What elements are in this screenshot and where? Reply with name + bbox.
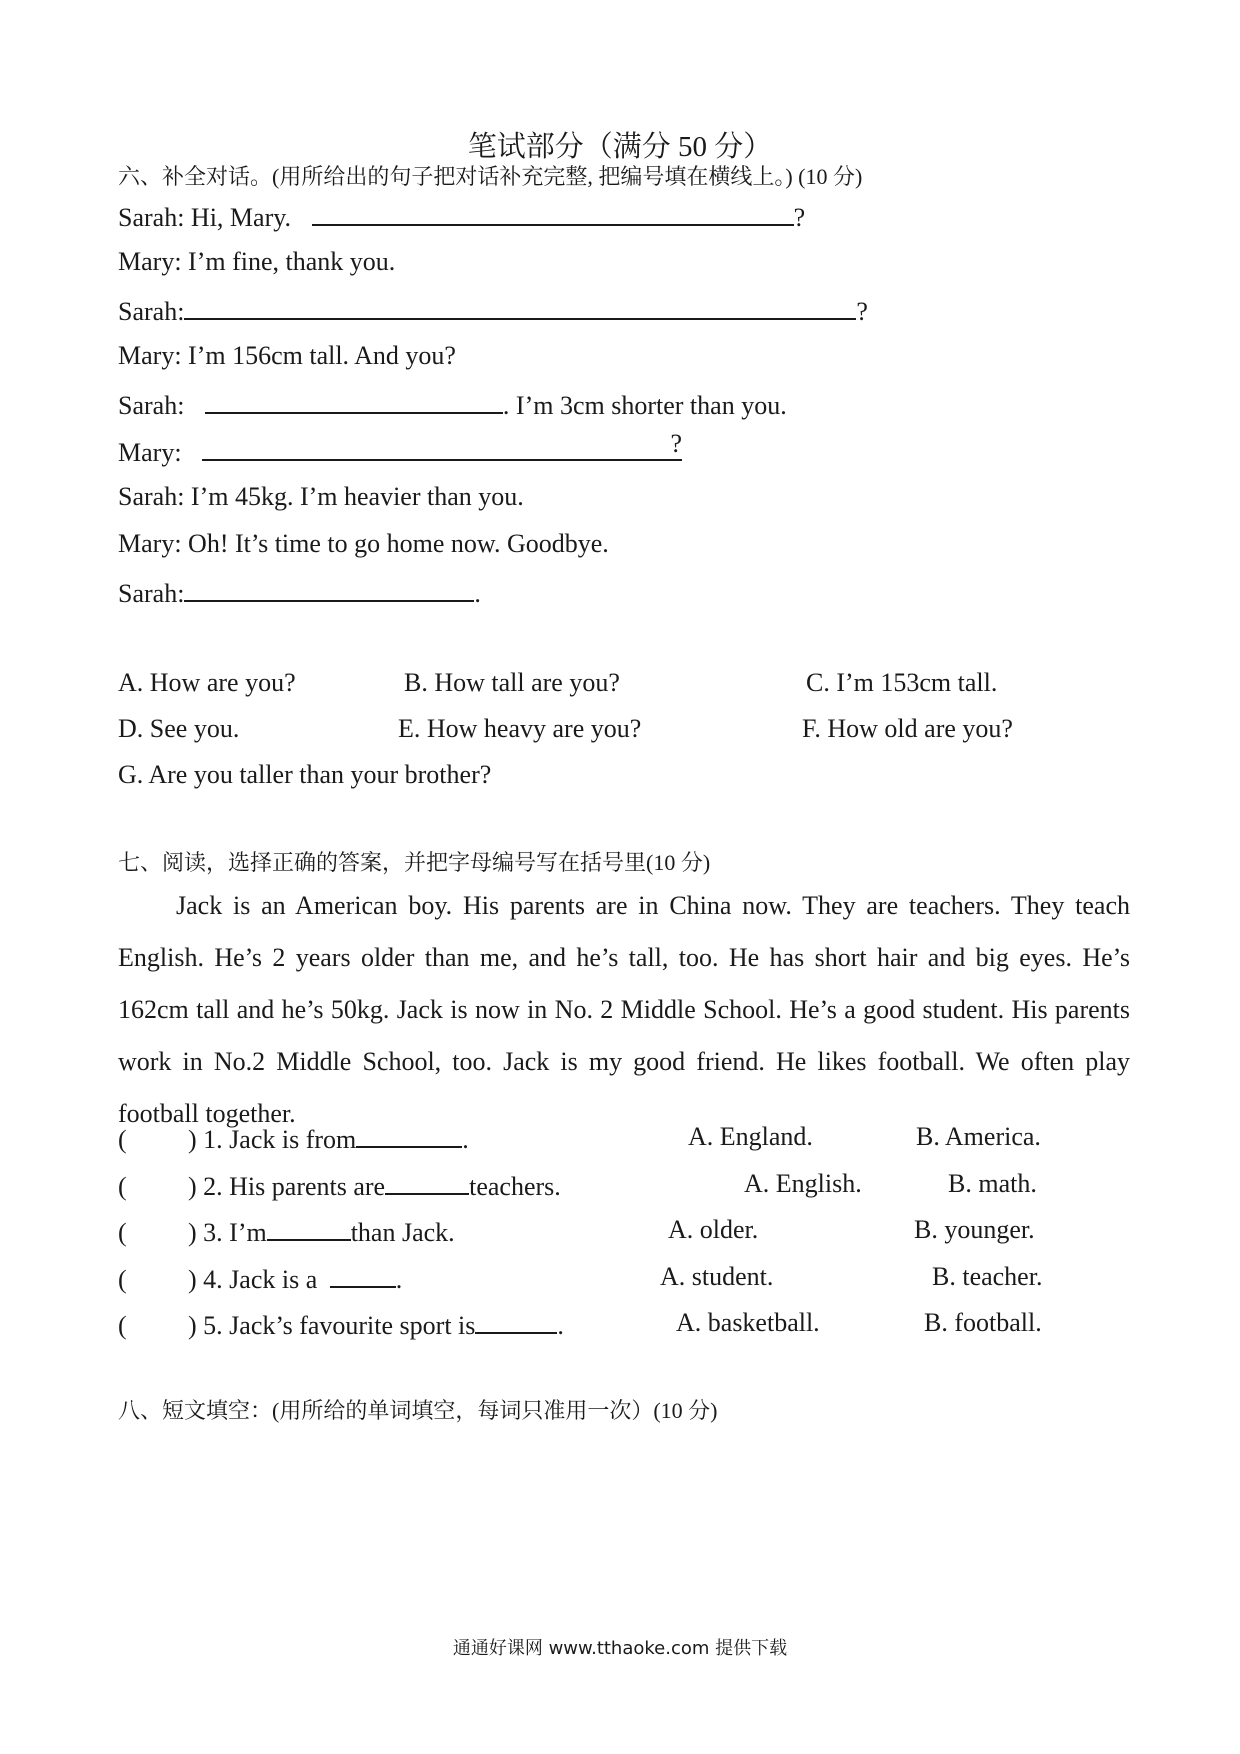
question-text: ) 2. His parents are [188,1172,386,1201]
answer-bracket[interactable]: ( [118,1172,127,1201]
option-c: C. I’m 153cm tall. [806,668,998,697]
question-3 [118,1215,455,1248]
dialogue-text: Sarah: [118,391,185,420]
question-2 [118,1169,561,1202]
answer-bracket[interactable]: ( [118,1265,127,1294]
dialogue-line-7: Sarah: I’m 45kg. I’m heavier than you. [118,482,524,511]
section-7-heading: 七、阅读，选择正确的答案，并把字母编号写在括号里(10 分) [118,850,711,875]
question-text: teachers. [469,1172,561,1201]
dialogue-line-5 [118,388,787,421]
question-2-option-b: B. math. [948,1169,1037,1198]
dialogue-text: ? [670,429,683,458]
option-f: F. How old are you? [802,714,1013,743]
answer-blank[interactable] [202,429,683,461]
answer-blank[interactable] [330,1262,396,1288]
dialogue-text: . I’m 3cm shorter than you. [502,391,787,420]
reading-passage [118,880,1130,1140]
dialogue-text: Sarah: Hi, Mary. [118,203,292,232]
question-text: than Jack. [350,1218,455,1247]
option-a: A. How are you? [118,668,296,697]
question-text: ) 5. Jack’s favourite sport is [188,1311,476,1340]
question-4-option-b: B. teacher. [932,1262,1043,1291]
answer-blank[interactable] [475,1308,557,1334]
dialogue-text: Sarah: [118,579,185,608]
question-3-option-a: A. older. [668,1215,759,1244]
question-text: ) 1. Jack is from [188,1125,357,1154]
dialogue-line-9 [118,576,481,609]
answer-bracket[interactable]: ( [118,1311,127,1340]
dialogue-line-2: Mary: I’m fine, thank you. [118,247,396,276]
passage-text: Jack is an American boy. His parents are in China now. They are teachers. They teach English. He’s 2 years older than me, and he’s tall, too. He has short hair and big eyes. He’s 162cm tall and he’s 50kg. Jack is now in No. 2 Middle School. He’s a good student. His parents work in No.2 Middle School, too. Jack is my good friend. He likes football. We often play football together. [118,891,1130,1128]
answer-blank[interactable] [184,294,856,320]
answer-blank[interactable] [205,388,503,414]
question-text: ) 3. I’m [188,1218,267,1247]
dialogue-text: ? [793,203,806,232]
answer-blank[interactable] [312,200,794,226]
page-footer: 通通好课网 www.tthaoke.com 提供下载 [452,1638,788,1659]
question-text: . [462,1125,469,1154]
dialogue-text: Sarah: [118,297,185,326]
question-2-option-a: A. English. [744,1169,862,1198]
option-b: B. How tall are you? [404,668,620,697]
question-5-option-a: A. basketball. [676,1308,820,1337]
option-g: G. Are you taller than your brother? [118,760,492,789]
page-title: 笔试部分（满分 50 分） [467,131,773,163]
question-1-option-b: B. America. [916,1122,1041,1151]
dialogue-line-1 [118,200,805,233]
answer-blank[interactable] [267,1215,351,1241]
question-text: . [557,1311,564,1340]
section-6-heading: 六、补全对话。(用所给出的句子把对话补充完整, 把编号填在横线上。) (10 分) [118,164,863,189]
dialogue-text: . [474,579,481,608]
dialogue-text: ? [856,297,868,326]
section-8-heading: 八、短文填空：(用所给的单词填空，每词只准用一次）(10 分) [118,1398,718,1423]
option-e: E. How heavy are you? [398,714,642,743]
dialogue-text: Mary: [118,438,182,467]
answer-blank[interactable] [184,576,474,602]
dialogue-line-8: Mary: Oh! It’s time to go home now. Goodbye. [118,529,609,558]
question-4 [118,1262,402,1295]
dialogue-line-3 [118,294,868,327]
question-1-option-a: A. England. [688,1122,813,1151]
question-4-option-a: A. student. [660,1262,774,1291]
question-5-option-b: B. football. [924,1308,1042,1337]
question-1 [118,1122,469,1155]
question-text: ) 4. Jack is a [188,1265,318,1294]
answer-blank[interactable] [356,1122,462,1148]
option-d: D. See you. [118,714,240,743]
question-5 [118,1308,564,1341]
answer-bracket[interactable]: ( [118,1125,127,1154]
question-3-option-b: B. younger. [914,1215,1035,1244]
answer-bracket[interactable]: ( [118,1218,127,1247]
dialogue-line-6 [118,429,683,468]
answer-blank[interactable] [385,1169,469,1195]
dialogue-line-4: Mary: I’m 156cm tall. And you? [118,341,456,370]
question-text: . [395,1265,403,1294]
